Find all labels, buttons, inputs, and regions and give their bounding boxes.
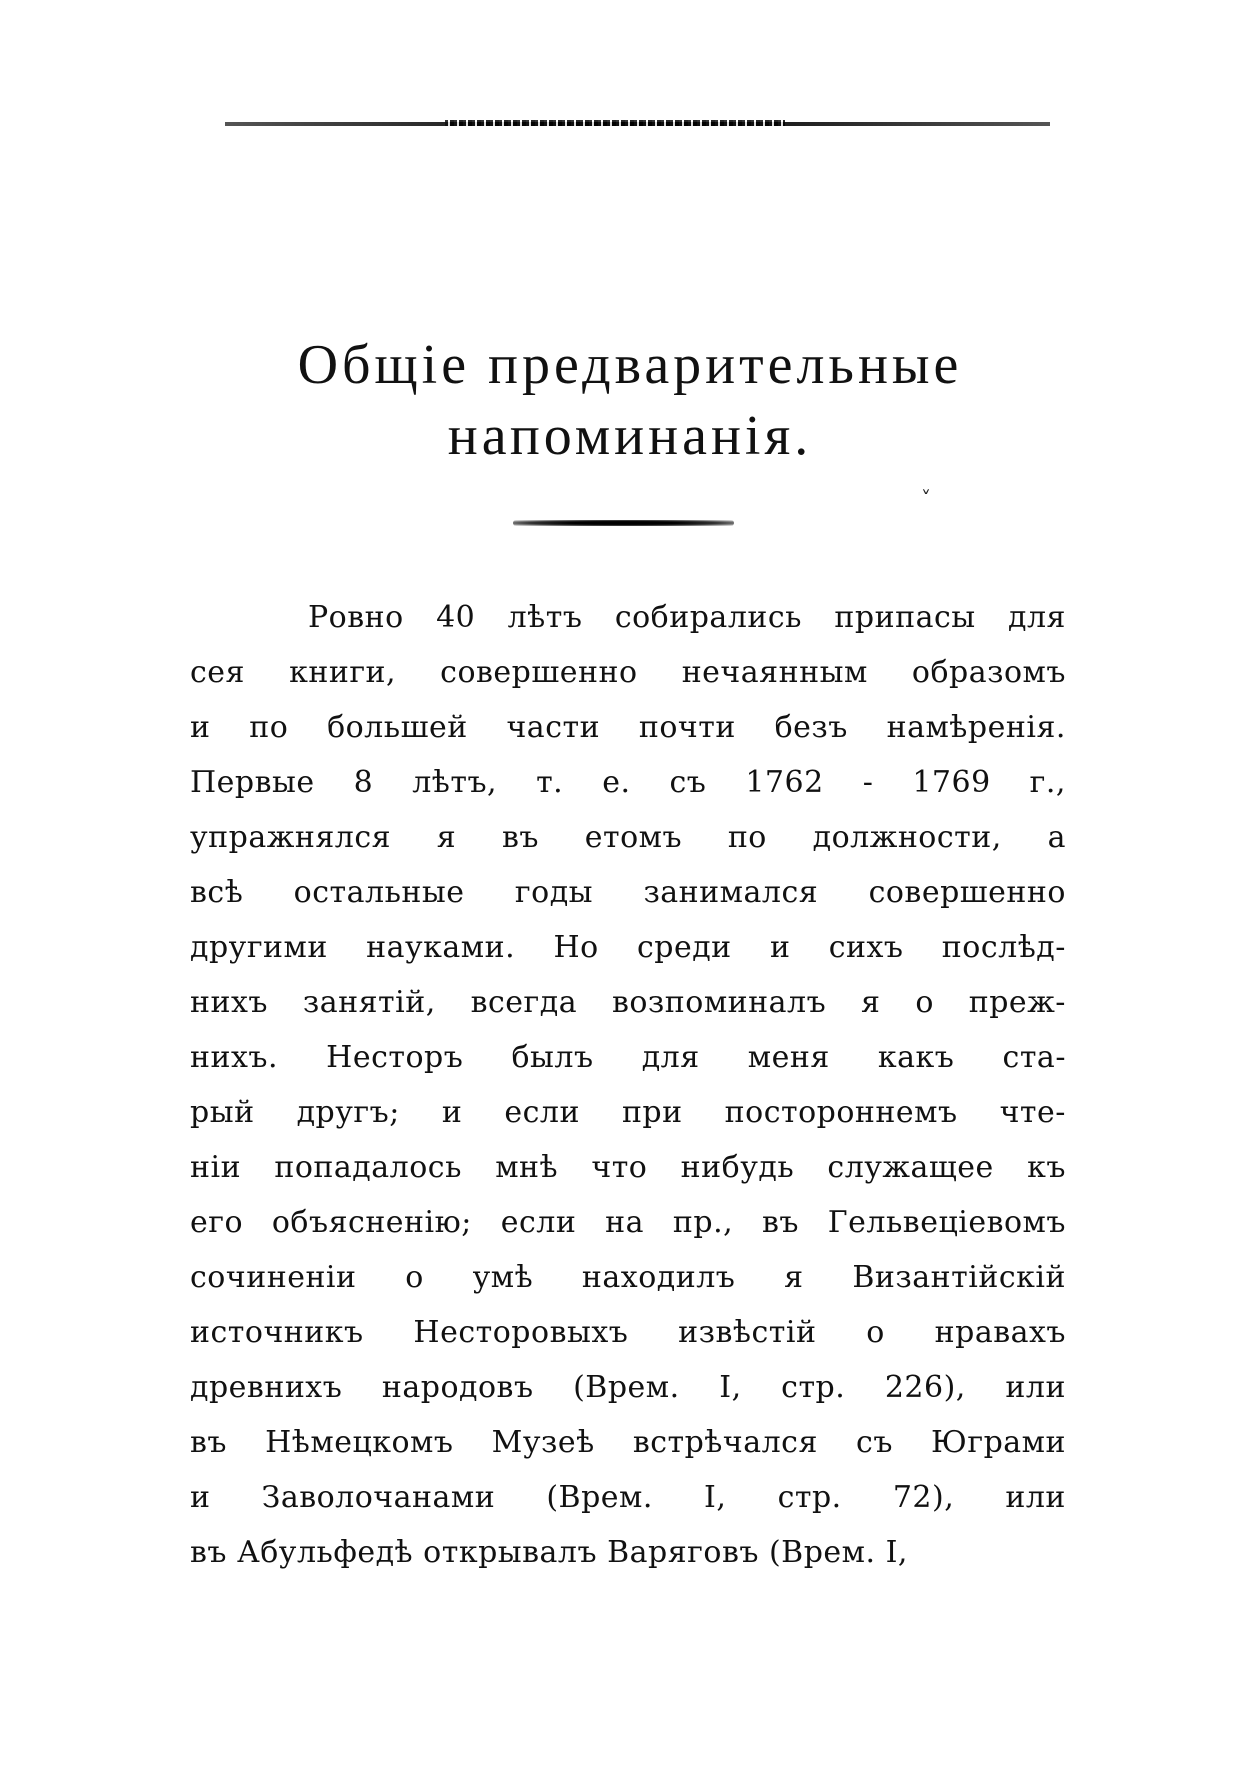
word: народовъ — [381, 1370, 534, 1405]
word: я — [436, 820, 457, 855]
word: я — [861, 985, 881, 1020]
word: источникъ — [190, 1315, 364, 1350]
word: лѣтъ — [507, 600, 583, 635]
word: совершенно — [440, 655, 638, 690]
word: остальные — [293, 875, 465, 910]
word: въ — [501, 820, 539, 855]
word: его — [190, 1205, 244, 1240]
word: преж- — [968, 985, 1066, 1020]
word: большей — [327, 710, 468, 745]
word: части — [506, 710, 601, 745]
word: - — [862, 765, 874, 800]
word: или — [1005, 1480, 1066, 1515]
word: попадалось — [274, 1150, 462, 1185]
word: мнѣ — [495, 1150, 559, 1185]
page-title-line-1: Общіе предварительные — [297, 334, 963, 396]
word: другими — [190, 930, 328, 965]
word: 8 — [353, 765, 374, 800]
text-line — [190, 810, 1066, 865]
word: если — [504, 1095, 580, 1130]
word: нечаянным — [681, 655, 868, 690]
word: или — [1005, 1370, 1066, 1405]
word: всегда — [470, 985, 578, 1020]
word: о — [866, 1315, 885, 1350]
word: къ — [1027, 1150, 1066, 1185]
word: Несторъ — [326, 1040, 464, 1075]
word: и — [190, 710, 211, 745]
word: объясненію; — [271, 1205, 472, 1240]
word: а — [1047, 820, 1066, 855]
word: находилъ — [581, 1260, 736, 1295]
word: нихъ. — [190, 1040, 279, 1075]
word: извѣстій — [678, 1315, 817, 1350]
word: и — [441, 1095, 463, 1130]
word: науками. — [366, 930, 516, 965]
word: (Врем. — [546, 1480, 653, 1515]
title-separator-rule — [513, 520, 734, 526]
word: на — [605, 1205, 645, 1240]
body-paragraph — [190, 590, 1066, 1580]
word: нравахъ — [934, 1315, 1066, 1350]
word: сея — [190, 655, 245, 690]
printer-mark: ˅ — [921, 486, 931, 510]
text-line — [190, 1360, 1066, 1415]
word: рый — [190, 1095, 255, 1130]
word: совершенно — [868, 875, 1066, 910]
text-line — [190, 1415, 1066, 1470]
word: припасы — [834, 600, 976, 635]
word: 40 — [436, 600, 476, 635]
text-line — [190, 590, 1066, 645]
text-line — [190, 700, 1066, 755]
word: книги, — [289, 655, 397, 690]
word: Но — [553, 930, 599, 965]
word: по — [249, 710, 289, 745]
word: образомъ — [911, 655, 1066, 690]
text-line — [190, 1195, 1066, 1250]
word: при — [621, 1095, 683, 1130]
word: Первые — [190, 765, 315, 800]
text-line — [190, 1305, 1066, 1360]
word: е. — [602, 765, 631, 800]
word: чте- — [999, 1095, 1066, 1130]
word: пр., — [672, 1205, 734, 1240]
word: и — [769, 930, 791, 965]
text-line — [190, 1030, 1066, 1085]
word: какъ — [877, 1040, 955, 1075]
word: Несторовыхъ — [413, 1315, 629, 1350]
word: г., — [1029, 765, 1066, 800]
word: Заволочанами — [261, 1480, 496, 1515]
word: я — [784, 1260, 804, 1295]
word: занимался — [643, 875, 819, 910]
text-line — [190, 755, 1066, 810]
text-line — [190, 920, 1066, 975]
word: постороннемъ — [724, 1095, 958, 1130]
word: и — [190, 1480, 211, 1515]
word: по — [727, 820, 767, 855]
word: древнихъ — [190, 1370, 343, 1405]
word: сихъ — [828, 930, 904, 965]
word: упражнялся — [190, 820, 392, 855]
word: если — [500, 1205, 577, 1240]
word: 72), — [892, 1480, 955, 1515]
word: I, — [719, 1370, 742, 1405]
word: Гельвеціевомъ — [827, 1205, 1066, 1240]
word: среди — [636, 930, 732, 965]
word: т. — [536, 765, 564, 800]
word: етомъ — [584, 820, 683, 855]
word: Нѣмецкомъ — [265, 1425, 454, 1460]
word: другъ; — [296, 1095, 400, 1130]
word: стр. — [781, 1370, 846, 1405]
text-line — [190, 865, 1066, 920]
text-line — [190, 1470, 1066, 1525]
word: съ — [669, 765, 707, 800]
word: служащее — [827, 1150, 994, 1185]
word: собирались — [614, 600, 803, 635]
word: въ — [190, 1425, 227, 1460]
word: (Врем. — [573, 1370, 680, 1405]
word: должности, — [812, 820, 1002, 855]
word: I, — [704, 1480, 727, 1515]
word: былъ — [511, 1040, 594, 1075]
word: послѣд- — [941, 930, 1066, 965]
word: лѣтъ, — [412, 765, 498, 800]
text-line — [190, 975, 1066, 1030]
word: Музеѣ — [491, 1425, 595, 1460]
top-ornamental-rule — [225, 122, 1050, 126]
word: для — [641, 1040, 700, 1075]
word: почти — [638, 710, 736, 745]
word: 226), — [884, 1370, 966, 1405]
word: нибудь — [680, 1150, 795, 1185]
word: 1762 — [745, 765, 824, 800]
text-line — [190, 1140, 1066, 1195]
word: Византійскій — [852, 1260, 1066, 1295]
word: всѣ — [190, 875, 244, 910]
word: стр. — [777, 1480, 842, 1515]
word: Ровно — [308, 600, 404, 635]
word: возпоминалъ — [611, 985, 827, 1020]
word: 1769 — [912, 765, 991, 800]
word: въ — [761, 1205, 799, 1240]
text-line: въ Абульфедѣ открывалъ Варяговъ (Врем. I, — [190, 1535, 908, 1570]
word: умѣ — [472, 1260, 534, 1295]
word: намѣренія. — [886, 710, 1066, 745]
word: годы — [514, 875, 594, 910]
word: Юграми — [931, 1425, 1066, 1460]
word: съ — [856, 1425, 893, 1460]
page-title-line-2: напоминанія. — [447, 405, 813, 467]
word: что — [591, 1150, 648, 1185]
word: безъ — [774, 710, 848, 745]
word: ста- — [1002, 1040, 1066, 1075]
text-line — [190, 645, 1066, 700]
word: для — [1008, 600, 1066, 635]
word: ніи — [190, 1150, 242, 1185]
word: меня — [747, 1040, 830, 1075]
word: нихъ — [190, 985, 268, 1020]
word: о — [405, 1260, 424, 1295]
word: занятій, — [302, 985, 436, 1020]
word: встрѣчался — [632, 1425, 818, 1460]
text-line — [190, 1085, 1066, 1140]
word: о — [915, 985, 934, 1020]
text-line — [190, 1250, 1066, 1305]
word: сочиненіи — [190, 1260, 357, 1295]
